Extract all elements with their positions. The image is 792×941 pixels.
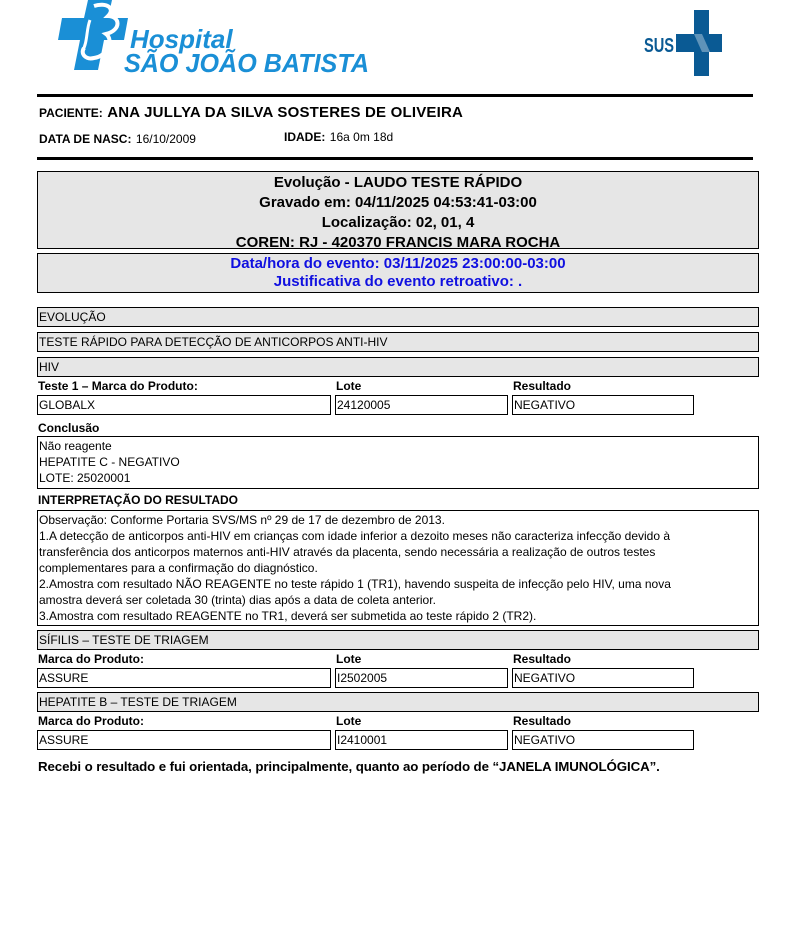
interpretation-box <box>37 510 759 626</box>
syphilis-lot-field: I2502005 <box>335 668 508 688</box>
sus-text: SUS <box>644 35 674 57</box>
interpretation-line: 3.Amostra com resultado REAGENTE no TR1, deverá ser submetida ao teste rápido 2 (TR2). <box>39 609 537 623</box>
conclusion-line: Não reagente <box>39 439 112 453</box>
logo-line1: Hospital <box>130 24 233 54</box>
retro-justification: Justificativa do evento retroativo: . <box>273 273 523 290</box>
interpretation-line: complementares para a confirmação do diagnóstico. <box>39 561 318 575</box>
interpretation-line: transferência dos anticorpos maternos anti-HIV através da placenta, sendo necessária a realização de outros testes <box>39 545 656 559</box>
hiv-result-label: Resultado <box>513 379 572 393</box>
section-sifilis: SÍFILIS – TESTE DE TRIAGEM <box>37 630 759 650</box>
age-row <box>284 128 393 146</box>
section-evolucao: EVOLUÇÃO <box>37 307 759 327</box>
hiv-lot-label: Lote <box>336 379 362 393</box>
logo-line2: SÃO JOÃO BATISTA <box>124 48 369 78</box>
event-datetime: Data/hora do evento: 03/11/2025 23:00:00-03:00 <box>230 255 566 272</box>
syphilis-lot-label: Lote <box>336 652 362 666</box>
patient-label: PACIENTE: <box>39 106 103 120</box>
hepb-result-label: Resultado <box>513 714 572 728</box>
record-title: Evolução - LAUDO TESTE RÁPIDO <box>273 174 523 191</box>
hepb-lot-label: Lote <box>336 714 362 728</box>
conclusion-line: LOTE: 25020001 <box>39 471 131 485</box>
acknowledgement-note: Recebi o resultado e fui orientada, principalmente, quanto ao período de “JANELA IMUNOLÓGICA”. <box>38 759 660 774</box>
hepb-brand-label: Marca do Produto: <box>38 714 145 728</box>
interpretation-line: 2.Amostra com resultado NÃO REAGENTE no teste rápido 1 (TR1), havendo suspeita de infecção pelo HIV, uma nova <box>39 577 671 591</box>
section-hiv: HIV <box>37 357 759 377</box>
location: Localização: 02, 01, 4 <box>321 214 475 231</box>
syphilis-result-field: NEGATIVO <box>512 668 694 688</box>
record-header <box>37 171 759 249</box>
hiv-result-field: NEGATIVO <box>512 395 694 415</box>
age-value: 16a 0m 18d <box>329 130 394 144</box>
dob-value: 16/10/2009 <box>135 132 196 146</box>
divider-top <box>37 94 753 97</box>
hiv-brand-field: GLOBALX <box>37 395 331 415</box>
conclusion-label: Conclusão <box>38 421 100 435</box>
interpretation-label: INTERPRETAÇÃO DO RESULTADO <box>38 493 238 507</box>
sus-cross-logo-icon <box>640 6 730 80</box>
recorded-at: Gravado em: 04/11/2025 04:53:41-03:00 <box>259 194 537 211</box>
interpretation-line: amostra deverá ser coletada 30 (trinta) dias após a data de coleta anterior. <box>39 593 436 607</box>
sjb-cross-logo-icon <box>50 0 380 78</box>
coren: COREN: RJ - 420370 FRANCIS MARA ROCHA <box>235 234 561 251</box>
dob-label: DATA DE NASC: <box>39 132 132 146</box>
sus-logo <box>640 6 730 80</box>
interpretation-line: 1.A detecção de anticorpos anti-HIV em crianças com idade inferior a dezoito meses não caracteriza infecção devido à <box>39 529 671 543</box>
divider-bottom <box>37 157 753 160</box>
conclusion-box <box>37 436 759 489</box>
age-label: IDADE: <box>284 130 326 144</box>
hiv-brand-label: Teste 1 – Marca do Produto: <box>38 379 198 393</box>
patient-name: ANA JULLYA DA SILVA SOSTERES DE OLIVEIRA <box>107 104 464 121</box>
syphilis-brand-label: Marca do Produto: <box>38 652 145 666</box>
interpretation-line: Observação: Conforme Portaria SVS/MS nº 29 de 17 de dezembro de 2013. <box>39 513 445 527</box>
hepb-lot-field: I2410001 <box>335 730 508 750</box>
hepb-result-field: NEGATIVO <box>512 730 694 750</box>
section-hepatite-b: HEPATITE B – TESTE DE TRIAGEM <box>37 692 759 712</box>
section-teste-rapido: TESTE RÁPIDO PARA DETECÇÃO DE ANTICORPOS ANTI-HIV <box>37 332 759 352</box>
patient-name-row <box>39 104 463 122</box>
hiv-lot-field: 24120005 <box>335 395 508 415</box>
conclusion-line: HEPATITE C - NEGATIVO <box>39 455 180 469</box>
syphilis-brand-field: ASSURE <box>37 668 331 688</box>
dob-row <box>39 130 196 148</box>
syphilis-result-label: Resultado <box>513 652 572 666</box>
hospital-logo <box>50 0 380 78</box>
event-box <box>37 253 759 293</box>
hepb-brand-field: ASSURE <box>37 730 331 750</box>
